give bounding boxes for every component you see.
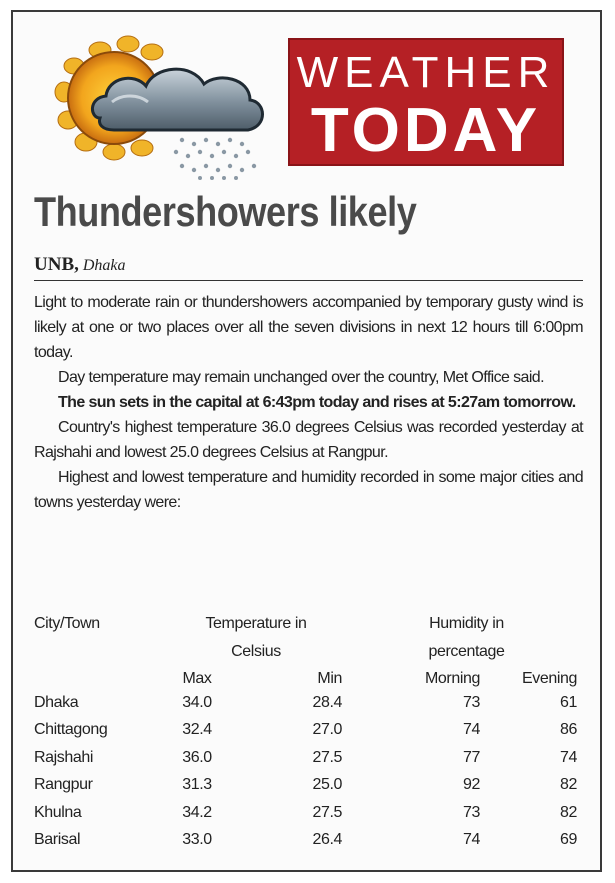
cell-morning: 92 [463,776,480,793]
cell-city: Dhaka [34,693,79,711]
table-header-row [34,639,583,667]
article-body [34,290,583,515]
humidity-header-line2: percentage [428,642,505,660]
table-subheader-row [34,666,583,694]
cell-evening: 69 [560,831,577,848]
paragraph: Light to moderate rain or thundershowers accompanied by temporary gusty wind is likely at one or two places over all the seven divisions in next 12 hours till 6:00pm today. [34,294,583,361]
cell-city: Rangpur [34,776,93,793]
table-row [34,776,583,804]
table-row [34,749,583,777]
cell-morning: 73 [463,803,480,821]
paragraph: Country's highest temperature 36.0 degrees Celsius was recorded yesterday at Rajshahi and lowest 25.0 degrees Celsius at Rangpur. [34,419,583,461]
cell-min: 26.4 [312,831,342,848]
byline [34,254,583,281]
cell-city: Rajshahi [34,748,94,766]
weather-today-banner [288,38,564,166]
col-max-header: Max [182,670,212,687]
cell-city: Chittagong [34,721,108,738]
cell-min: 27.5 [312,748,342,766]
col-city-header: City/Town [34,615,100,632]
cell-evening: 82 [560,776,577,793]
byline-agency: UNB, [34,254,79,275]
article-headline: Thundershowers likely [34,188,417,235]
cell-min: 27.0 [312,721,342,738]
weather-table [34,611,583,859]
cell-max: 31.3 [182,776,212,793]
humidity-header-line1: Humidity in [429,615,504,632]
cell-min: 27.5 [312,803,342,821]
paragraph: Day temperature may remain unchanged over the country, Met Office said. [58,369,544,386]
cell-max: 34.2 [182,803,212,821]
cell-max: 33.0 [182,831,212,848]
col-min-header: Min [317,670,342,687]
cell-evening: 82 [560,803,577,821]
blank-cell [34,666,162,694]
cell-morning: 77 [463,748,480,766]
col-morning-header: Morning [424,670,480,687]
masthead [0,0,615,190]
cell-evening: 61 [560,693,577,711]
col-temperature-header [162,611,350,639]
cell-max: 36.0 [182,748,212,766]
table-row [34,831,583,859]
banner-word-today: TODAY [310,96,542,165]
cell-min: 28.4 [312,693,342,711]
paragraph: Highest and lowest temperature and humidity recorded in some major cities and towns yesterday were: [34,469,583,511]
temp-header-line1: Temperature in [205,615,307,632]
cell-max: 34.0 [182,693,212,711]
cell-city: Khulna [34,803,82,821]
temp-header-line2: Celsius [231,642,281,660]
cell-city: Barisal [34,831,81,848]
table-row [34,721,583,749]
banner-word-weather: WEATHER [296,48,556,97]
paragraph-bold: The sun sets in the capital at 6:43pm today and rises at 5:27am tomorrow. [58,394,576,411]
col-evening-header: Evening [521,670,577,687]
cell-evening: 74 [560,748,577,766]
table-row [34,694,583,722]
cell-max: 32.4 [182,721,212,738]
cell-morning: 73 [463,693,480,711]
cell-morning: 74 [463,721,480,738]
sun-cloud-rain-icon [42,32,282,182]
cell-morning: 74 [463,831,480,848]
byline-place: Dhaka [82,257,126,274]
cell-evening: 86 [560,721,577,738]
table-row [34,804,583,832]
cell-min: 25.0 [312,776,342,793]
col-humidity-header [350,611,583,639]
blank-cell [34,639,162,667]
table-header-row [34,611,583,639]
